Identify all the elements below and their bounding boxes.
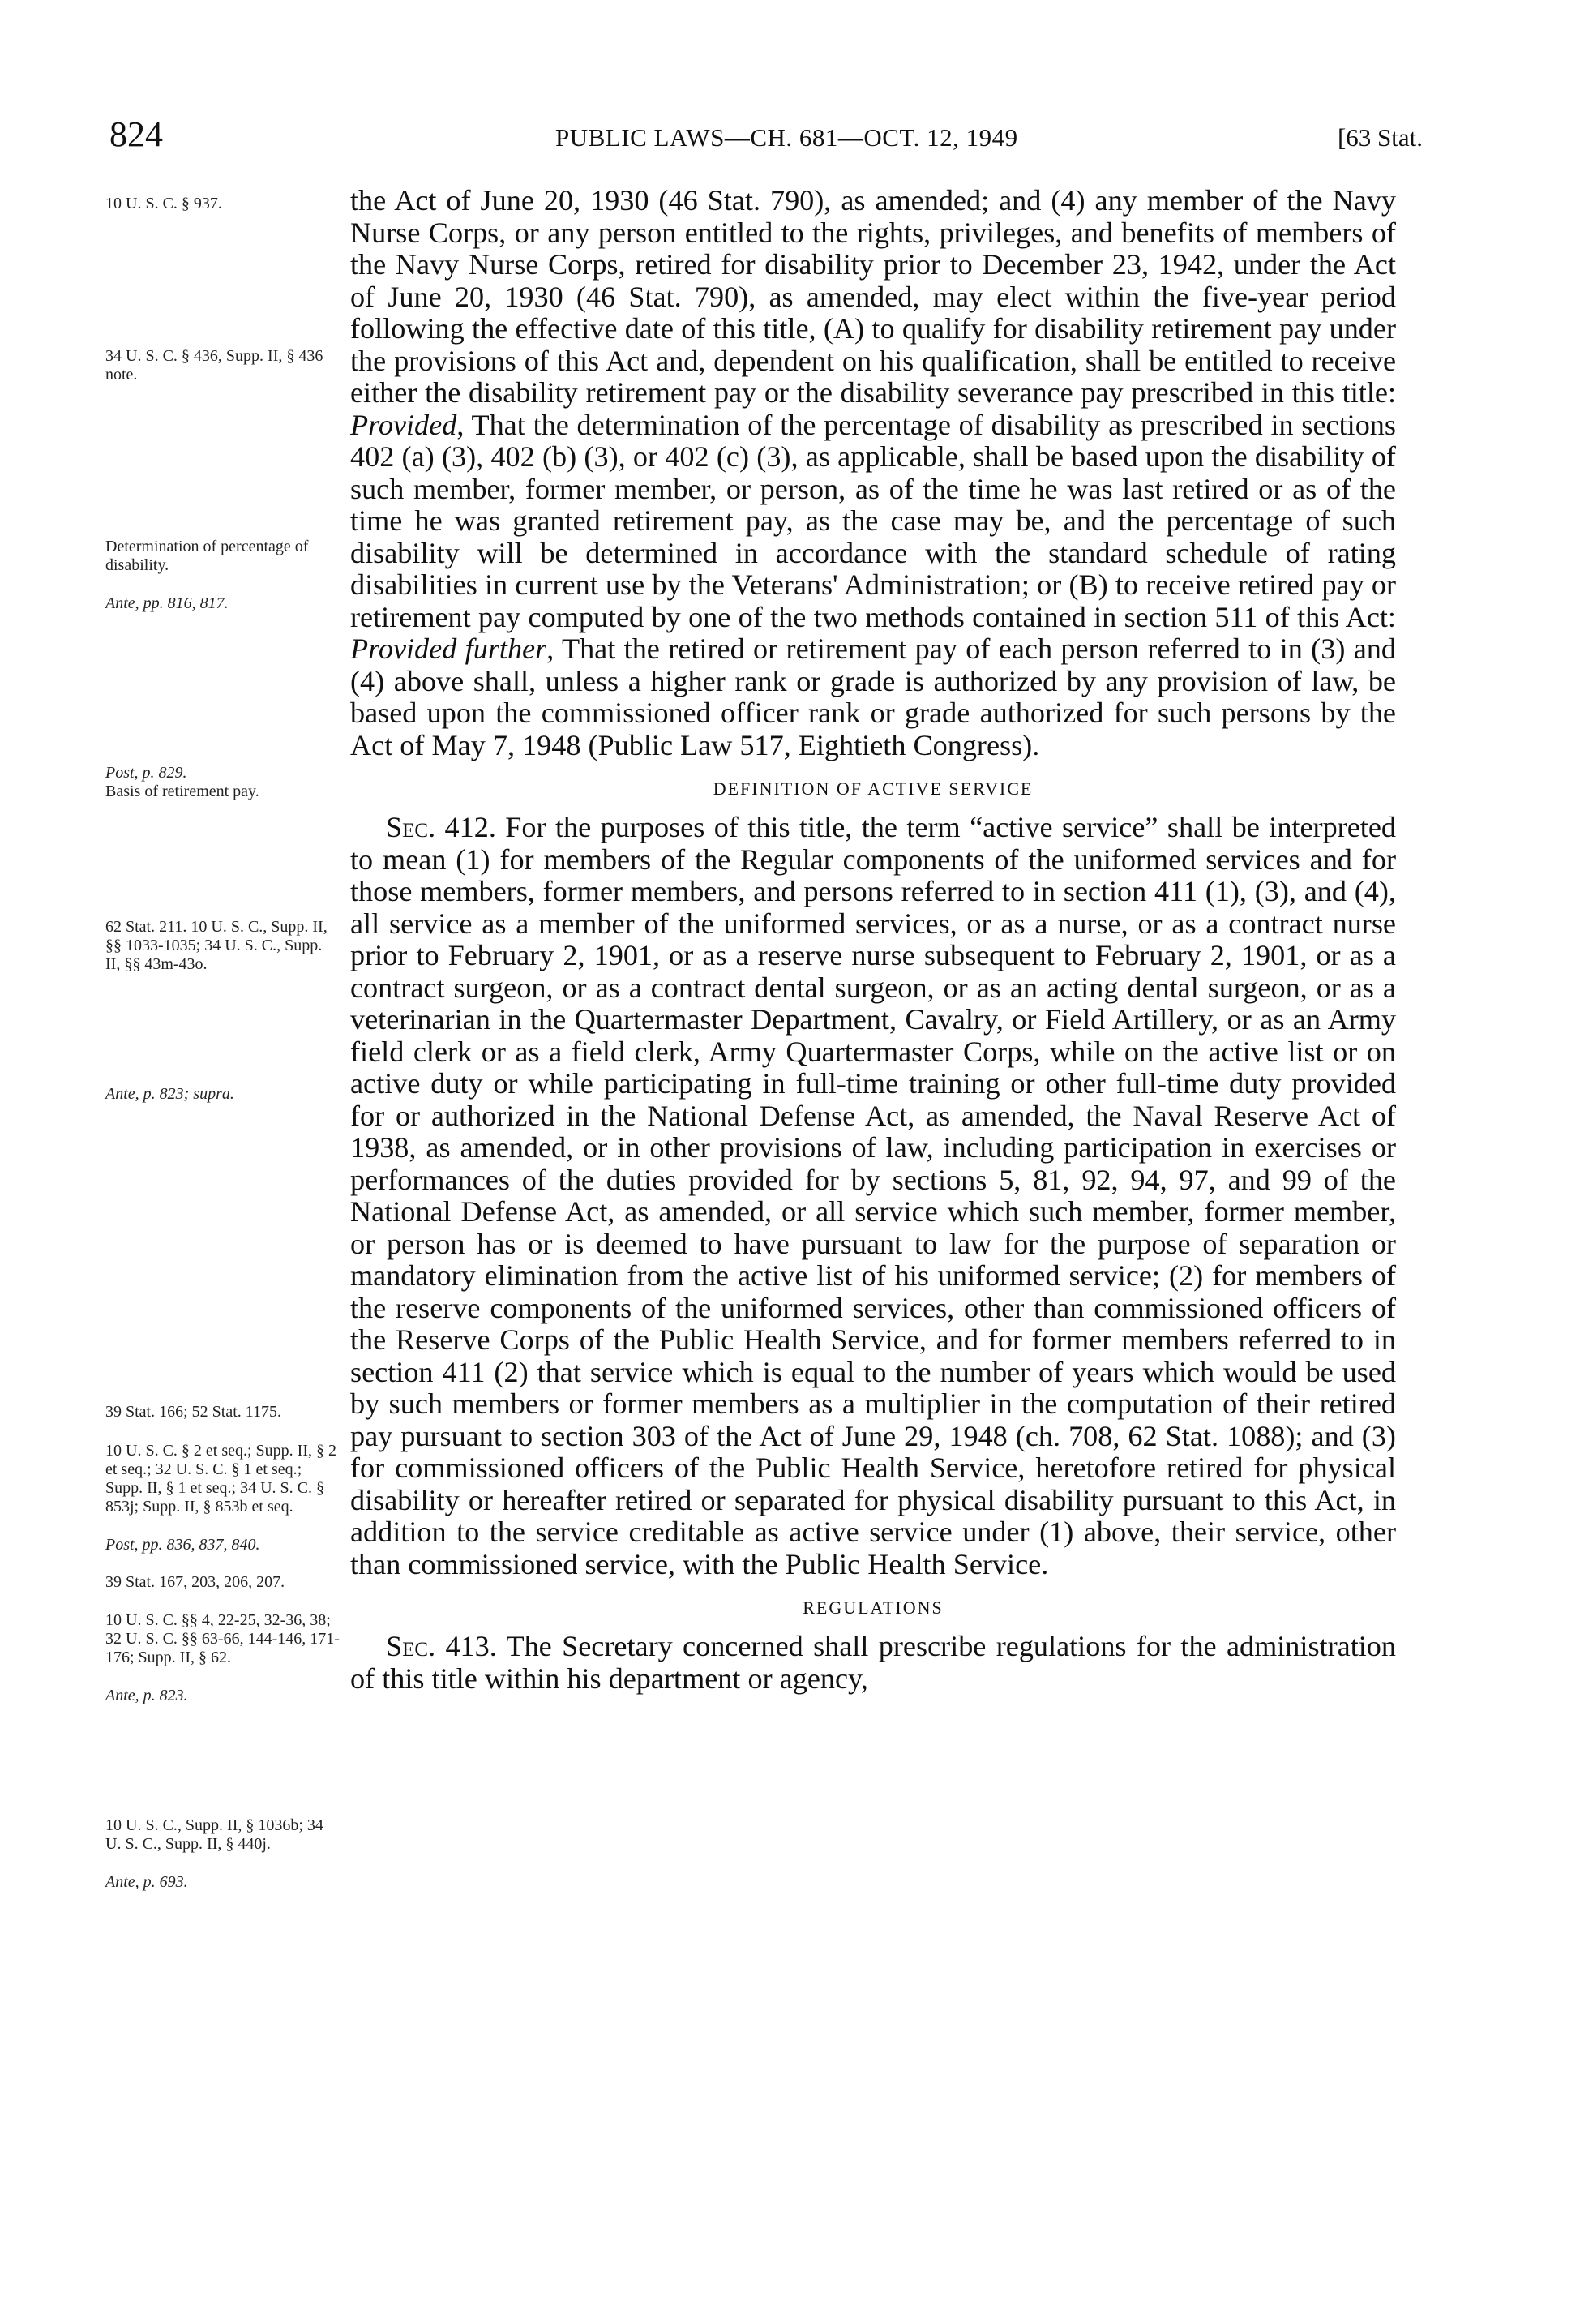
- margin-note-citation: Ante, p. 823.: [105, 1687, 188, 1704]
- margin-note-citation: Ante, p. 823; supra.: [105, 1085, 234, 1103]
- margin-note-citation: 10 U. S. C. § 2 et seq.; Supp. II, § 2 et seq.; 32 U. S. C. § 1 et seq.; Supp. II, § 1 et seq.; 34 U. S. C. § 853j; Supp. II, § 853b et seq.: [105, 1442, 336, 1516]
- text-run: The Secretary concerned shall prescribe regulations for the administration of this title within his department or agency,: [350, 1630, 1396, 1695]
- running-title: PUBLIC LAWS—CH. 681—OCT. 12, 1949: [555, 123, 1018, 152]
- section-heading: DEFINITION OF ACTIVE SERVICE: [713, 778, 1034, 799]
- page-number: 824: [109, 114, 163, 154]
- section-413: [350, 1631, 1396, 1695]
- margin-note-citation: Post, p. 829.: [105, 764, 187, 782]
- margin-note-citation: 39 Stat. 166; 52 Stat. 1175.: [105, 1403, 282, 1421]
- proviso-term: Provided: [350, 408, 457, 441]
- page-header: [109, 114, 1423, 162]
- section-heading: REGULATIONS: [803, 1597, 944, 1618]
- section-label: Sec. 413.: [386, 1630, 497, 1662]
- margin-note-citation: Ante, pp. 816, 817.: [105, 594, 229, 612]
- margin-note-citation: 39 Stat. 167, 203, 206, 207.: [105, 1573, 285, 1591]
- margin-note-topic: Determination of percentage of disability.: [105, 538, 309, 574]
- section-412: [350, 812, 1396, 1580]
- margin-note-citation: 10 U. S. C., Supp. II, § 1036b; 34 U. S. C., Supp. II, § 440j.: [105, 1816, 323, 1853]
- margin-note-citation: 62 Stat. 211. 10 U. S. C., Supp. II, §§ 1033-1035; 34 U. S. C., Supp. II, §§ 43m-43o.: [105, 918, 328, 973]
- margin-note-citation: 10 U. S. C. § 937.: [105, 195, 222, 212]
- volume-reference: [63 Stat.: [1337, 123, 1423, 152]
- text-run: the Act of June 20, 1930 (46 Stat. 790), as amended; and (4) any member of the Navy Nurse Corps, or any person entitled to the rights, privileges, and benefits of members of the Navy Nurse Corps, retired for disability prior to December 23, 1942, under the Act of June 20, 1930 (46 Stat. 790), as amended, may elect within the five-year period following the effective date of this title, (A) to qualify for disability retirement pay under the provisions of this Act and, dependent on his qualification, shall be entitled to receive either the disability retirement pay or the disability severance pay prescribed in this title:: [350, 184, 1396, 409]
- margin-note-citation: 10 U. S. C. §§ 4, 22-25, 32-36, 38; 32 U. S. C. §§ 63-66, 144-146, 171-176; Supp. II, § 62.: [105, 1611, 340, 1666]
- margin-note-citation: 34 U. S. C. § 436, Supp. II, § 436 note.: [105, 347, 323, 384]
- margin-note-citation: Post, pp. 836, 837, 840.: [105, 1536, 260, 1554]
- statute-body: [350, 185, 1396, 1695]
- proviso-term: Provided further: [350, 632, 547, 665]
- paragraph-continuation: [350, 185, 1396, 761]
- text-run: , That the determination of the percentage of disability as prescribed in sections 402 (a) (3), 402 (b) (3), or 402 (c) (3), as applicable, shall be based upon the disability of such member, former member, or person, as of the time he was last retired or as of the time he was granted retirement pay, as the case may be, and the percentage of such disability will be determined in accordance with the standard schedule of rating disabilities in current use by the Veterans' Administration; or (B) to receive retired pay or retirement pay computed by one of the two methods contained in section 511 of this Act:: [350, 408, 1396, 633]
- text-run: , That the retired or retirement pay of each person referred to in (3) and (4) above shall, unless a higher rank or grade is authorized by any provision of law, be based upon the commissioned officer rank or grade authorized for such persons by the Act of May 7, 1948 (Public Law 517, Eightieth Congress).: [350, 632, 1396, 761]
- section-label: Sec. 412.: [386, 811, 496, 843]
- text-run: For the purposes of this title, the term “active service” shall be interpreted to mean (1) for members of the Regular components of the uniformed services and for those members, former members, and persons referred to in section 411 (1), (3), and (4), all service as a member of the uniformed services, or as a nurse, or as a contract nurse prior to February 2, 1901, or as a reserve nurse subsequent to February 2, 1901, or as a contract surgeon, or as a contract dental surgeon, or as an acting dental surgeon, or as a veterinarian in the Quartermaster Department, Cavalry, or Field Artillery, or as an Army field clerk or as a field clerk, Army Quartermaster Corps, while on the active list or on active duty or while participating in full-time training or other full-time duty provided for or authorized in the National Defense Act, as amended, the Naval Reserve Act of 1938, as amended, or in other provisions of law, including participation in exercises or performances of the duties provided for by sections 5, 81, 92, 94, 97, and 99 of the National Defense Act, as amended, or all service which such member, former member, or person has or is deemed to have pursuant to law for the purpose of separation or mandatory elimination from the active list of his uniformed service; (2) for members of the reserve components of the uniformed services, other than commissioned officers of the Reserve Corps of the Public Health Service, and for former members referred to in section 411 (2) that service which is equal to the number of years which would be used by such members or former members as a multiplier in the computation of their retired pay pursuant to section 303 of the Act of June 29, 1948 (ch. 708, 62 Stat. 1088); and (3) for commissioned officers of the Public Health Service, heretofore retired for physical disability or hereafter retired or separated for physical disability pursuant to this Act, in addition to the service creditable as active service under (1) above, their service, other than commissioned service, with the Public Health Service.: [350, 811, 1396, 1580]
- margin-note-topic: Basis of retirement pay.: [105, 783, 259, 800]
- margin-note-citation: Ante, p. 693.: [105, 1873, 188, 1891]
